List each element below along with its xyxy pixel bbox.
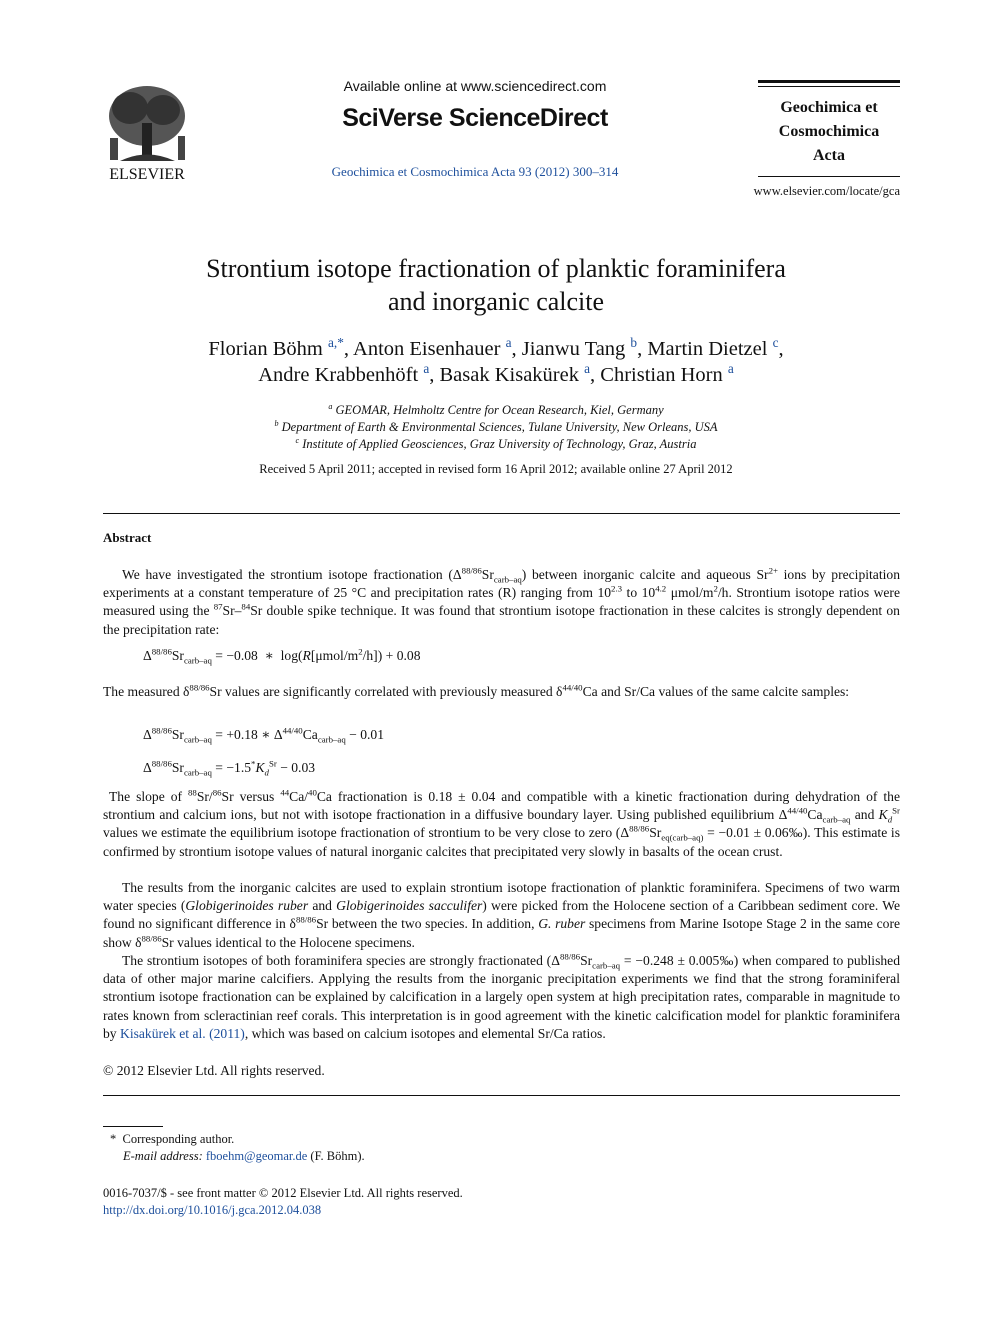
abstract-paragraph-3: The slope of $^{88}$Sr/$^{86}$Sr versus $^{44}$Ca/$^{40}$Ca fractionation is 0.18 ± 0.04 and compatible with a kinetic fractionation during dehydration of the strontium and calcium ions, but not with isotope fractionation in a diffusive boundary layer. Using published equilibrium $\Delta^{44/40}Ca_{carb-aq}$ and $K_d^{Sr}$ values we estimate the equilibrium isotope fractionation of strontium to be very close to zero ($\Delta^{88/86}Sr_{eq(carb-aq)} = -0.01$ ± 0.06‰). This estimate is confirmed by strontium isotope values of natural inorganic calcites that precipitated very slowly in basalts of the ocean crust. [103, 787, 900, 859]
journal-title-line: Cosmochimica [778, 123, 880, 140]
reference-link[interactable]: Kisakürek et al. (2011) [120, 1025, 245, 1041]
copyright-line: © 2012 Elsevier Ltd. All rights reserved. [103, 1063, 325, 1078]
article-dates: Received 5 April 2011; accepted in revised form 16 April 2012; available online 27 April 2012 [259, 462, 733, 476]
email-link[interactable]: fboehm@geomar.de [205, 1149, 308, 1163]
journal-rule-top [758, 80, 900, 83]
author-affiliation-mark[interactable]: a [584, 361, 591, 377]
equation-3: $\Delta^{88/86}Sr_{carb-aq} = -1.5^*K_d^{Sr} - 0.03$ [143, 758, 316, 778]
abstract-paragraph-2: The measured $\delta^{88/86}Sr$ values are significantly correlated with previously measured $\delta^{44/40}Ca$ and Sr/Ca values of the same calcite samples: [103, 682, 850, 699]
abstract-rule-bottom [103, 1095, 900, 1096]
journal-title-line: Acta [813, 147, 845, 164]
abstract-paragraph-4: The results from the inorganic calcites are used to explain strontium isotope fractionation of planktic foraminifera. Specimens of two warm water species (Globigerinoides ruber and Globigerinoides sacculifer) were picked from the Holocene section of a Caribbean sediment core. We found no significant difference in $\delta^{88/86}Sr$ between the two species. In addition, G. ruber specimens from Marine Isotope Stage 2 in the same core show $\delta^{88/86}Sr$ values identical to the Holocene specimens. [103, 880, 901, 950]
journal-rule-bottom [758, 176, 900, 177]
author-list: Florian Böhm $^{a,*}$, Anton Eisenhauer $^a$, Jianwu Tang $^b$, Martin Dietzel $^c$, Andre Krabbenhöft $^a$, Basak Kisakürek $^a$, Christian Horn $^a$ [208, 335, 784, 386]
abstract-rule-top [103, 513, 900, 514]
abstract-heading: Abstract [103, 530, 152, 545]
equation-2: $\Delta^{88/86}Sr_{carb-aq} = +0.18$ ∗ $\Delta^{44/40}Ca_{carb-aq} - 0.01$ [143, 725, 385, 745]
elsevier-tree-logo-icon [100, 78, 195, 183]
journal-title [752, 96, 906, 168]
author-name: Anton Eisenhauer [353, 338, 501, 360]
sciverse-brand: SciVerse ScienceDirect [342, 104, 608, 132]
author-name: Martin Dietzel [647, 338, 768, 360]
author-affiliation-mark[interactable]: c [772, 335, 779, 351]
article-title [120, 252, 872, 318]
footnote-star: * [110, 1132, 117, 1146]
author-affiliation-mark[interactable]: b [630, 335, 638, 351]
title-line: Strontium isotope fractionation of planktic foraminifera [206, 254, 786, 283]
affiliations [150, 402, 842, 453]
footnote-rule [103, 1126, 163, 1127]
available-online: Available online at www.sciencedirect.com [343, 78, 607, 94]
author-name: Florian Böhm [208, 338, 323, 360]
author-affiliation-mark[interactable]: a [727, 361, 734, 377]
equation-1: $\Delta^{88/86}Sr_{carb-aq} = -0.08$ ∗ $\log(R[\mu mol/m^2/h]) + 0.08$ [143, 646, 421, 666]
abstract-paragraph-5: The strontium isotopes of both foraminifera species are strongly fractionated ($\Delta^{88/86}Sr_{carb-aq} = -0.248$ ± 0.005‰) when compared to published data of other major marine calcifiers. Applying the results from the inorganic precipitation experiments we find that the strong foraminiferal strontium isotope fractionation can be explained by calcification in a largely open system at high precipitation rates, comparable in magnitude to rates known from scleractinian reef corals. This interpretation is in good agreement with the kinetic calcification model for planktic foraminifera by Kisakürek et al. (2011), which was based on calcium isotopes and elemental Sr/Ca ratios. [103, 951, 900, 1041]
corresponding-author: Corresponding author. [122, 1132, 235, 1146]
journal-url[interactable]: www.elsevier.com/locate/gca [753, 184, 900, 198]
affiliation-line: $^b$ Department of Earth & Environmental Sciences, Tulane University, New Orleans, USA [274, 418, 718, 434]
author-affiliation-mark[interactable]: a [423, 361, 430, 377]
author-affiliation-mark[interactable]: a,* [327, 335, 344, 351]
author-name: Jianwu Tang [521, 338, 626, 360]
email-label: E-mail address: [123, 1149, 203, 1163]
email-owner: (F. Böhm). [310, 1149, 365, 1163]
abstract-paragraph-1: We have investigated the strontium isotope fractionation $(\Delta^{88/86}Sr_{carb-aq})$ between inorganic calcite and aqueous $Sr^{2+}$ ions by precipitation experiments at a constant temperature of 25 °C and precipitation rates (R) ranging from $10^{2.3}$ to $10^{4.2}$ μmol/$m^2/h$. Strontium isotope ratios were measured using the $^{87}$Sr–$^{84}$Sr double spike technique. It was found that strontium isotope fractionation in these calcites is strongly dependent on the precipitation rate: [103, 565, 900, 637]
footnote [110, 1131, 365, 1165]
title-line: and inorganic calcite [387, 287, 605, 316]
doi-link[interactable]: http://dx.doi.org/10.1016/j.gca.2012.04.038 [103, 1203, 322, 1217]
author-affiliation-mark[interactable]: a [505, 335, 512, 351]
author-name: Christian Horn [600, 364, 723, 386]
issn-block [103, 1185, 463, 1219]
journal-title-line: Geochimica et [780, 99, 878, 116]
author-name: Basak Kisakürek [439, 364, 579, 386]
author-name: Andre Krabbenhöft [258, 364, 419, 386]
journal-rule-top-thin [758, 86, 900, 87]
affiliation-line: $^a$ GEOMAR, Helmholtz Centre for Ocean Research, Kiel, Germany [328, 401, 664, 417]
journal-citation[interactable]: Geochimica et Cosmochimica Acta 93 (2012) 300–314 [331, 164, 619, 179]
issn-line: 0016-7037/$ - see front matter © 2012 Elsevier Ltd. All rights reserved. [103, 1186, 463, 1200]
elsevier-wordmark: ELSEVIER [109, 166, 185, 183]
affiliation-line: $^c$ Institute of Applied Geosciences, Graz University of Technology, Graz, Austria [295, 435, 697, 451]
